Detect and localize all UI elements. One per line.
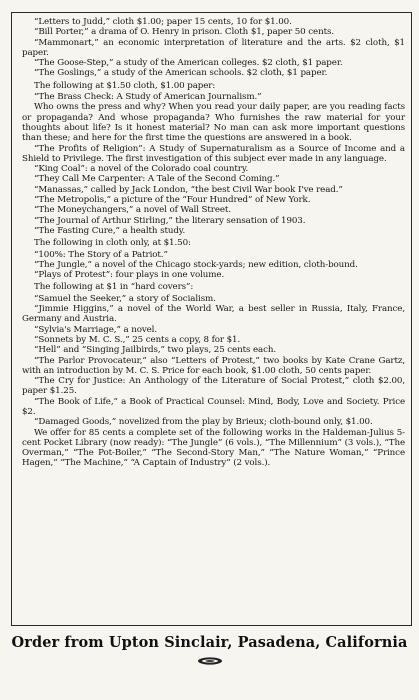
book-entry: “Letters to Judd,” cloth $1.00; paper 15 cents, 10 for $1.00. <box>34 17 292 27</box>
book-entry: “They Call Me Carpenter: A Tale of the Second Coming.” <box>34 174 280 185</box>
book-entry: “100%: The Story of a Patriot.” <box>34 249 168 260</box>
book-entry: “Sylvia's Marriage,” a novel. <box>34 324 158 335</box>
book-list-box <box>11 12 412 626</box>
book-entry: “The Fasting Cure,” a health study. <box>34 225 186 236</box>
book-entry: “Samuel the Seeker,” a story of Socialism. <box>34 293 216 304</box>
book-entry: “Mammonart,” an economic interpretation of literature and the arts. $2 cloth, $1 paper. <box>22 37 405 58</box>
book-entry: “The Profits of Religion”: A Study of Supernaturalism as a Source of Income and a Shield to Privilege. The first investigation of this subject ever made in any language. <box>22 143 405 164</box>
book-entry: “Hell” and “Singing Jailbirds,” two plays, 25 cents each. <box>34 345 277 356</box>
book-entry: “The Book of Life,” a Book of Practical Counsel: Mind, Body, Love and Society. Price $2. <box>22 396 405 417</box>
book-entry: “The Brass Check: A Study of American Journalism.” <box>34 92 262 103</box>
price-heading: The following at $1 in “hard covers”: <box>34 282 194 293</box>
ornament-icon <box>197 657 223 665</box>
book-entry: “Plays of Protest”: four plays in one volume. <box>34 270 225 281</box>
book-entry: “Damaged Goods,” novelized from the play by Brieux; cloth-bound only, $1.00. <box>34 417 373 428</box>
order-address: Order from Upton Sinclair, Pasadena, California <box>11 634 408 651</box>
footer <box>0 634 419 665</box>
offer-paragraph: We offer for 85 cents a complete set of the following works in the Haldeman-Julius 5-cent Pocket Library (now ready): “The Jungle” (6 vols.), “The Millennium” (3 vols.), “The Overman,” “The Pot-Boiler,” “The Second-Story Man,” “The Nature Woman,” “Prince Hagen,” “The Machine,” “A Captain of Industry” (2 vols.). <box>22 427 405 469</box>
book-entry: “The Jungle,” a novel of the Chicago stock-yards; new edition, cloth-bound. <box>34 259 358 270</box>
book-entry: “The Goose-Step,” a study of the American colleges. $2 cloth, $1 paper. <box>34 58 343 69</box>
book-description: Who owns the press and why? When you read your daily paper, are you reading facts or propaganda? And whose propaganda? Who furnishes the raw material for your thoughts about life? Is it honest material? No man can ask more important questions than these; and here for the first time the questions are answered in a book. <box>22 102 405 144</box>
book-entry: “King Coal”: a novel of the Colorado coal country. <box>34 164 249 175</box>
book-entry: “Jimmie Higgins,” a novel of the World War, a best seller in Russia, Italy, France, Germany and Austria. <box>22 304 405 325</box>
book-entry: “The Cry for Justice: An Anthology of the Literature of Social Protest,” cloth $2.00, paper $1.25. <box>22 376 405 397</box>
book-entry: “The Moneychangers,” a novel of Wall Street. <box>34 205 231 216</box>
book-entry: “Bill Porter,” a drama of O. Henry in prison. Cloth $1, paper 50 cents. <box>34 27 334 38</box>
book-entry: “Manassas,” called by Jack London, “the best Civil War book I've read.” <box>34 184 343 195</box>
book-entry: “The Journal of Arthur Stirling,” the literary sensation of 1903. <box>34 215 306 226</box>
book-entry: “The Parlor Provocateur,” also “Letters of Protest,” two books by Kate Crane Gartz, with an introduction by M. C. S. Price for each book, $1.00 cloth, 50 cents paper. <box>22 355 405 376</box>
book-entry: “The Metropolis,” a picture of the “Four Hundred” of New York. <box>34 195 311 206</box>
price-heading: The following in cloth only, at $1.50: <box>34 238 191 249</box>
price-heading: The following at $1.50 cloth, $1.00 paper: <box>34 80 216 91</box>
book-entry: “The Goslings,” a study of the American schools. $2 cloth, $1 paper. <box>34 68 328 79</box>
book-entry: “Sonnets by M. C. S.,” 25 cents a copy, 8 for $1. <box>34 334 241 345</box>
